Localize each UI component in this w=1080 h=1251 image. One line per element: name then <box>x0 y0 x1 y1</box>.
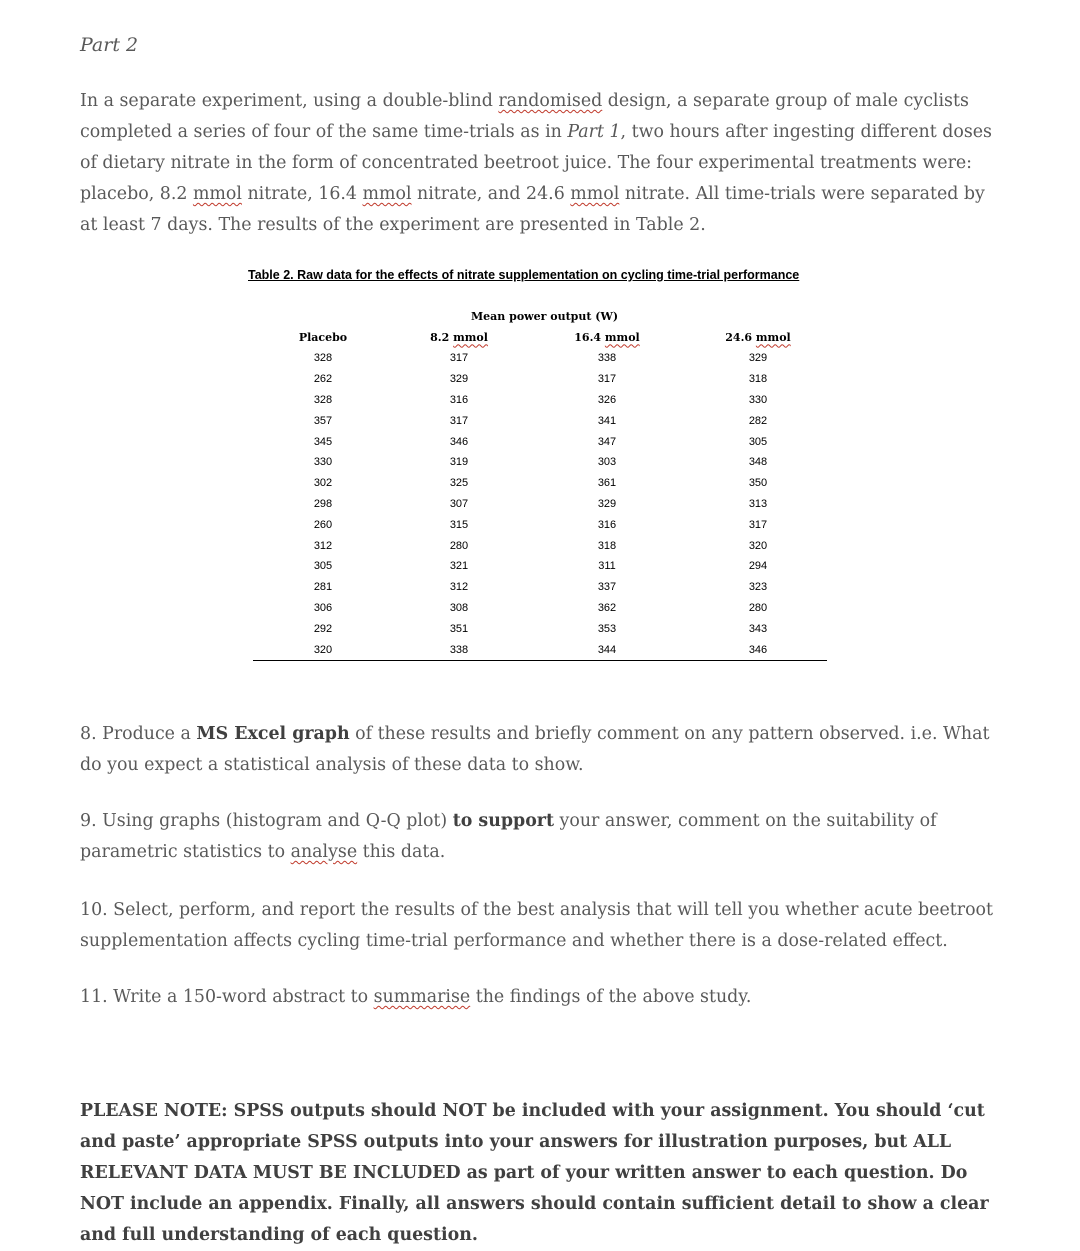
table-cell: 308 <box>449 601 469 614</box>
table-cell: 323 <box>748 581 768 594</box>
part-reference: Part 1 <box>567 122 621 142</box>
intro-text: nitrate. All time-trials were separated by at least 7 days. The results of the experiment are presented in Table 2. <box>80 184 985 235</box>
spell-flag-word: randomised <box>498 91 603 111</box>
column-header-placebo <box>253 326 393 348</box>
spell-flag-word: analyse <box>290 842 358 862</box>
table-cell: 338 <box>597 352 617 365</box>
table-cell: 328 <box>313 352 333 365</box>
question-9 <box>80 806 1005 868</box>
table-row <box>253 410 827 431</box>
intro-paragraph <box>80 86 1005 241</box>
table-cell: 280 <box>748 601 768 614</box>
table-cell: 357 <box>313 414 333 427</box>
question-10: 10. Select, perform, and report the results of the best analysis that will tell you whether acute beetroot supplementation affects cycling time-trial performance and whether there is a dose-related effect. <box>80 900 993 951</box>
table-cell: 330 <box>748 393 768 406</box>
table-row <box>253 535 827 556</box>
part-title: Part 2 <box>80 34 139 56</box>
column-header-unit: mmol <box>453 330 488 344</box>
table-cell: 317 <box>748 518 768 531</box>
column-header-label: Placebo <box>298 330 348 344</box>
table-row <box>253 514 827 535</box>
table-row <box>253 494 827 515</box>
table-row <box>253 556 827 577</box>
table-cell: 329 <box>449 373 469 386</box>
table-cell: 337 <box>597 581 617 594</box>
column-header-unit: mmol <box>755 330 791 344</box>
table-cell: 328 <box>313 393 333 406</box>
table-cell: 307 <box>449 497 469 510</box>
table-cell: 316 <box>597 518 617 531</box>
question-11 <box>80 982 1005 1013</box>
table-cell: 348 <box>748 456 768 469</box>
table-cell: 343 <box>748 622 768 635</box>
table-cell: 320 <box>253 639 393 660</box>
table-cell: 319 <box>449 456 469 469</box>
intro-text: nitrate, 16.4 <box>241 184 363 204</box>
question-8 <box>80 719 1005 781</box>
table-cell: 325 <box>449 477 469 490</box>
table-cell: 280 <box>449 539 469 552</box>
intro-text: , two hours after ingesting different doses of dietary nitrate in the form of concentrated beetroot juice. The four experimental treatments were: placebo, 8.2 <box>80 122 992 204</box>
spell-flag-word: mmol <box>362 184 412 204</box>
table-cell: 362 <box>597 601 617 614</box>
table-cell: 306 <box>313 601 333 614</box>
table-row <box>253 390 827 411</box>
column-header-unit: mmol <box>604 330 640 344</box>
table-cell: 353 <box>597 622 617 635</box>
table-cell: 312 <box>313 539 333 552</box>
table-row <box>253 473 827 494</box>
table-header-row <box>253 326 827 348</box>
table-cell: 305 <box>313 560 333 573</box>
table-caption: Table 2. Raw data for the effects of nitrate supplementation on cycling time-trial performance <box>248 268 800 282</box>
please-note: PLEASE NOTE: SPSS outputs should NOT be included with your assignment. You should ‘cut and paste’ appropriate SPSS outputs into your answers for illustration purposes, but ALL RELEVANT DATA MUST BE INCLUDED as part of your written answer to each question. Do NOT include an appendix. Finally, all answers should contain sufficient detail to show a clear and full understanding of each question. <box>80 1101 989 1245</box>
table-cell: 292 <box>313 622 333 635</box>
results-table-wrapper <box>253 306 827 661</box>
table-row <box>253 452 827 473</box>
table-group-header <box>253 306 827 326</box>
table-cell: 344 <box>525 639 689 660</box>
column-header-label: 8.2 <box>430 330 450 344</box>
table-row <box>253 431 827 452</box>
table-cell: 260 <box>313 518 333 531</box>
question-text: your answer, comment on the suitability of parametric statistics to <box>80 811 937 862</box>
table-cell: 262 <box>313 373 333 386</box>
table-cell: 346 <box>449 435 469 448</box>
table-cell: 341 <box>597 414 617 427</box>
table-cell: 321 <box>449 560 469 573</box>
question-text: 9. Using graphs (histogram and Q-Q plot) <box>80 811 453 831</box>
column-header-24-6 <box>689 326 827 348</box>
question-text: of these results and briefly comment on any pattern observed. i.e. What do you expect a statistical analysis of these data to show. <box>80 724 990 775</box>
spell-flag-word: summarise <box>373 987 471 1007</box>
table-cell: 346 <box>689 639 827 660</box>
table-row <box>253 618 827 639</box>
intro-text: design, a separate group of male cyclists completed a series of four of the same time-trials as in <box>80 91 969 142</box>
table-cell: 350 <box>748 477 768 490</box>
table-cell: 318 <box>748 373 768 386</box>
table-cell: 317 <box>449 414 469 427</box>
table-cell: 282 <box>748 414 768 427</box>
table-cell: 347 <box>597 435 617 448</box>
table-cell: 351 <box>449 622 469 635</box>
table-cell: 312 <box>449 581 469 594</box>
table-cell: 361 <box>597 477 617 490</box>
table-cell: 345 <box>313 435 333 448</box>
table-row <box>253 369 827 390</box>
spell-flag-word: mmol <box>192 184 242 204</box>
table-cell: 294 <box>748 560 768 573</box>
column-header-16-4 <box>525 326 689 348</box>
table-cell: 302 <box>313 477 333 490</box>
table-cell: 338 <box>393 639 525 660</box>
question-text: 8. Produce a <box>80 724 197 744</box>
table-cell: 320 <box>748 539 768 552</box>
question-text: this data. <box>357 842 446 862</box>
intro-text: In a separate experiment, using a double-blind <box>80 91 499 111</box>
spell-flag-word: mmol <box>570 184 620 204</box>
table-row <box>253 598 827 619</box>
table-cell: 315 <box>449 518 469 531</box>
table-cell: 281 <box>313 581 333 594</box>
table-row <box>253 639 827 660</box>
emphasis-text: MS Excel graph <box>196 724 350 744</box>
intro-text: nitrate, and 24.6 <box>411 184 571 204</box>
column-header-label: 16.4 <box>574 330 602 344</box>
table-cell: 316 <box>449 393 469 406</box>
table-cell: 317 <box>449 352 469 365</box>
group-header-label: Mean power output (W) <box>471 310 619 323</box>
table-cell: 329 <box>597 497 617 510</box>
table-row <box>253 577 827 598</box>
question-text: 11. Write a 150-word abstract to <box>80 987 374 1007</box>
table-cell: 318 <box>597 539 617 552</box>
column-header-8-2 <box>393 326 525 348</box>
table-cell: 313 <box>748 497 768 510</box>
table-cell: 329 <box>748 352 768 365</box>
table-cell: 305 <box>748 435 768 448</box>
column-header-label: 24.6 <box>725 330 753 344</box>
results-table <box>253 326 827 661</box>
table-cell: 303 <box>597 456 617 469</box>
table-cell: 317 <box>597 373 617 386</box>
table-cell: 311 <box>598 560 616 573</box>
table-cell: 298 <box>313 497 333 510</box>
question-text: the findings of the above study. <box>470 987 752 1007</box>
table-row <box>253 348 827 369</box>
table-cell: 326 <box>597 393 617 406</box>
emphasis-text: to support <box>452 811 554 831</box>
table-cell: 330 <box>313 456 333 469</box>
